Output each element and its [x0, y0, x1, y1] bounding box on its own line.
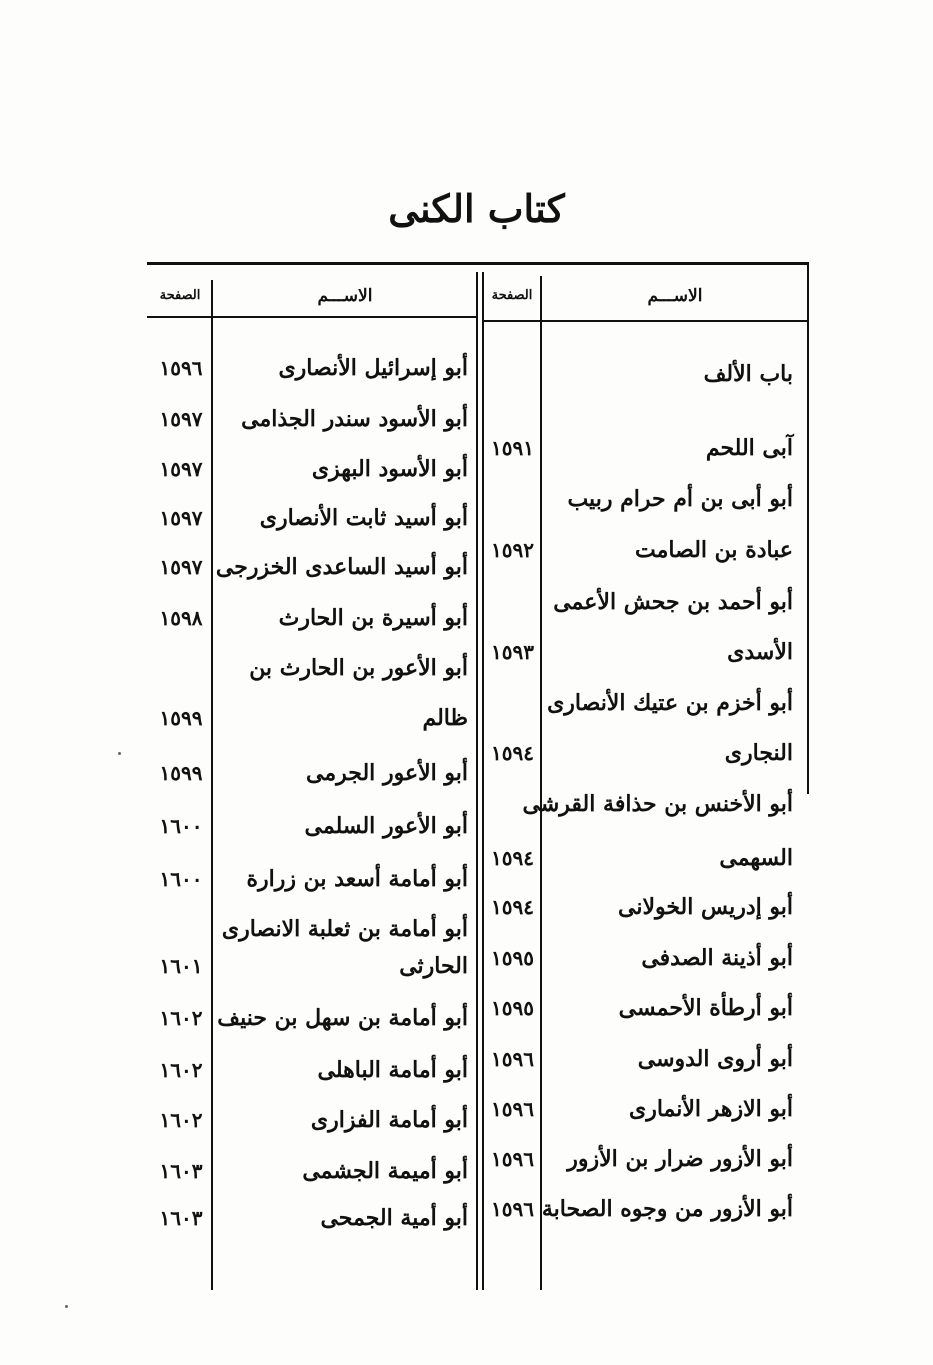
page-title: كتاب الكنى [388, 186, 565, 231]
entry-name: عبادة بن الصامت [635, 537, 793, 563]
entry-page: ١٥٩٥ [491, 946, 534, 970]
entry-page: ١٥٩٤ [491, 895, 534, 919]
entry-name: أبو أمامة الباهلى [317, 1057, 468, 1083]
entry-name: أبو أسيد الساعدى الخزرجى [215, 554, 468, 580]
entry-page: ١٥٩٧ [159, 555, 203, 579]
entry-name: الأسدى [727, 639, 793, 665]
entry-page: ١٦٠٢ [159, 1058, 203, 1082]
entry-name: أبو الأزور ضرار بن الأزور [567, 1146, 793, 1172]
entry-page [152, 646, 210, 690]
entry-page [485, 580, 540, 624]
entry-name: أبو أمامة بن ثعلبة الانصارى [221, 916, 468, 942]
entry-name: أبو أسيرة بن الحارث [278, 605, 468, 631]
entry-page: ١٦٠٠ [159, 867, 203, 891]
entry-name: النجارى [724, 740, 793, 766]
entry-page: ١٥٩٣ [491, 640, 534, 664]
entry-name: أبو أسيد ثابت الأنصارى [259, 505, 468, 531]
entry-name: أبو أذينة الصدفى [641, 945, 793, 971]
entry-name: أبو أروى الدوسى [637, 1046, 793, 1072]
entry-name: أبو الأعور الجرمى [306, 760, 468, 786]
entry-page: ١٥٩٨ [159, 606, 203, 630]
entry-page: ١٥٩٧ [159, 407, 203, 431]
entry-name: أبو أمامة الفزارى [310, 1107, 468, 1133]
entry-page: ١٥٩٦ [491, 1047, 534, 1071]
entry-page: ١٦٠٢ [159, 1108, 203, 1132]
entry-page: ١٥٩٩ [159, 761, 203, 785]
center-double-rule-a [476, 272, 478, 1290]
entry-name: أبو الأسود سندر الجذامى [241, 406, 468, 432]
entry-page: ١٥٩٧ [159, 457, 203, 481]
entry-name: أبو أمامة بن سهل بن حنيف [217, 1005, 468, 1031]
speck-mark [65, 1305, 68, 1308]
entry-name: باب الألف [703, 361, 793, 387]
entry-name: أبو أحمد بن جحش الأعمى [553, 589, 793, 615]
header-name-right: الاســـم [647, 286, 703, 306]
speck-mark [118, 752, 121, 755]
entry-name: ظالم [422, 705, 468, 731]
entry-name: السهمى [719, 845, 793, 871]
entry-page: ١٦٠٣ [159, 1206, 203, 1230]
entry-page: ١٦٠٢ [159, 1006, 203, 1030]
entry-page: ١٦٠٠ [159, 814, 203, 838]
header-page-right: الصفحة [491, 288, 533, 303]
entry-page: ١٦٠١ [159, 954, 203, 978]
center-double-rule-b [482, 272, 484, 1290]
entry-page: ١٥٩٩ [159, 706, 203, 730]
entry-page: ١٥٩٦ [491, 1147, 534, 1171]
header-page-left: الصفحة [159, 288, 201, 303]
entry-name: أبو أمامة أسعد بن زرارة [246, 866, 468, 892]
entry-name: أبو الأعور بن الحارث بن [249, 655, 468, 681]
entry-name: أبو الأخنس بن حذافة القرشى [522, 791, 793, 817]
entry-page: ١٥٩١ [491, 436, 534, 460]
right-edge-rule [807, 264, 809, 794]
header-name-left: الاســـم [317, 286, 373, 306]
entry-page [485, 782, 540, 826]
entry-page [485, 352, 540, 396]
entry-page: ١٥٩٧ [159, 506, 203, 530]
entry-name: أبو إسرائيل الأنصارى [278, 355, 468, 381]
header-bottom-rule-right [483, 320, 809, 322]
entry-name: أبو الازهر الأنمارى [629, 1096, 793, 1122]
entry-page: ١٥٩٤ [491, 846, 534, 870]
entry-page: ١٥٩٥ [491, 996, 534, 1020]
entry-name: أبو أميمة الجشمى [302, 1158, 468, 1184]
header-bottom-rule-left [147, 316, 477, 318]
entry-name: آبى اللحم [705, 435, 793, 461]
entry-page: ١٥٩٢ [491, 538, 534, 562]
entry-name: أبو الأعور السلمى [304, 813, 468, 839]
entry-name: أبو الأزور من وجوه الصحابة [541, 1196, 793, 1222]
entry-page [485, 477, 540, 521]
entry-name: الحارثى [399, 953, 468, 979]
entry-name: أبو الأسود البهزى [311, 456, 468, 482]
entry-name: أبو أمية الجمحى [320, 1205, 468, 1231]
table-top-rule [147, 262, 809, 265]
entry-page: ١٦٠٣ [159, 1159, 203, 1183]
entry-page: ١٥٩٦ [491, 1097, 534, 1121]
entry-name: أبو إدريس الخولانى [617, 894, 793, 920]
entry-name: أبو أرطأة الأحمسى [618, 995, 793, 1021]
entry-name: أبو أخزم بن عتيك الأنصارى [547, 690, 793, 716]
entry-page: ١٥٩٦ [159, 356, 203, 380]
entry-page: ١٥٩٦ [491, 1197, 534, 1221]
entry-page [485, 681, 540, 725]
entry-name: أبو أبى بن أم حرام ربيب [567, 486, 793, 512]
entry-page: ١٥٩٤ [491, 741, 534, 765]
